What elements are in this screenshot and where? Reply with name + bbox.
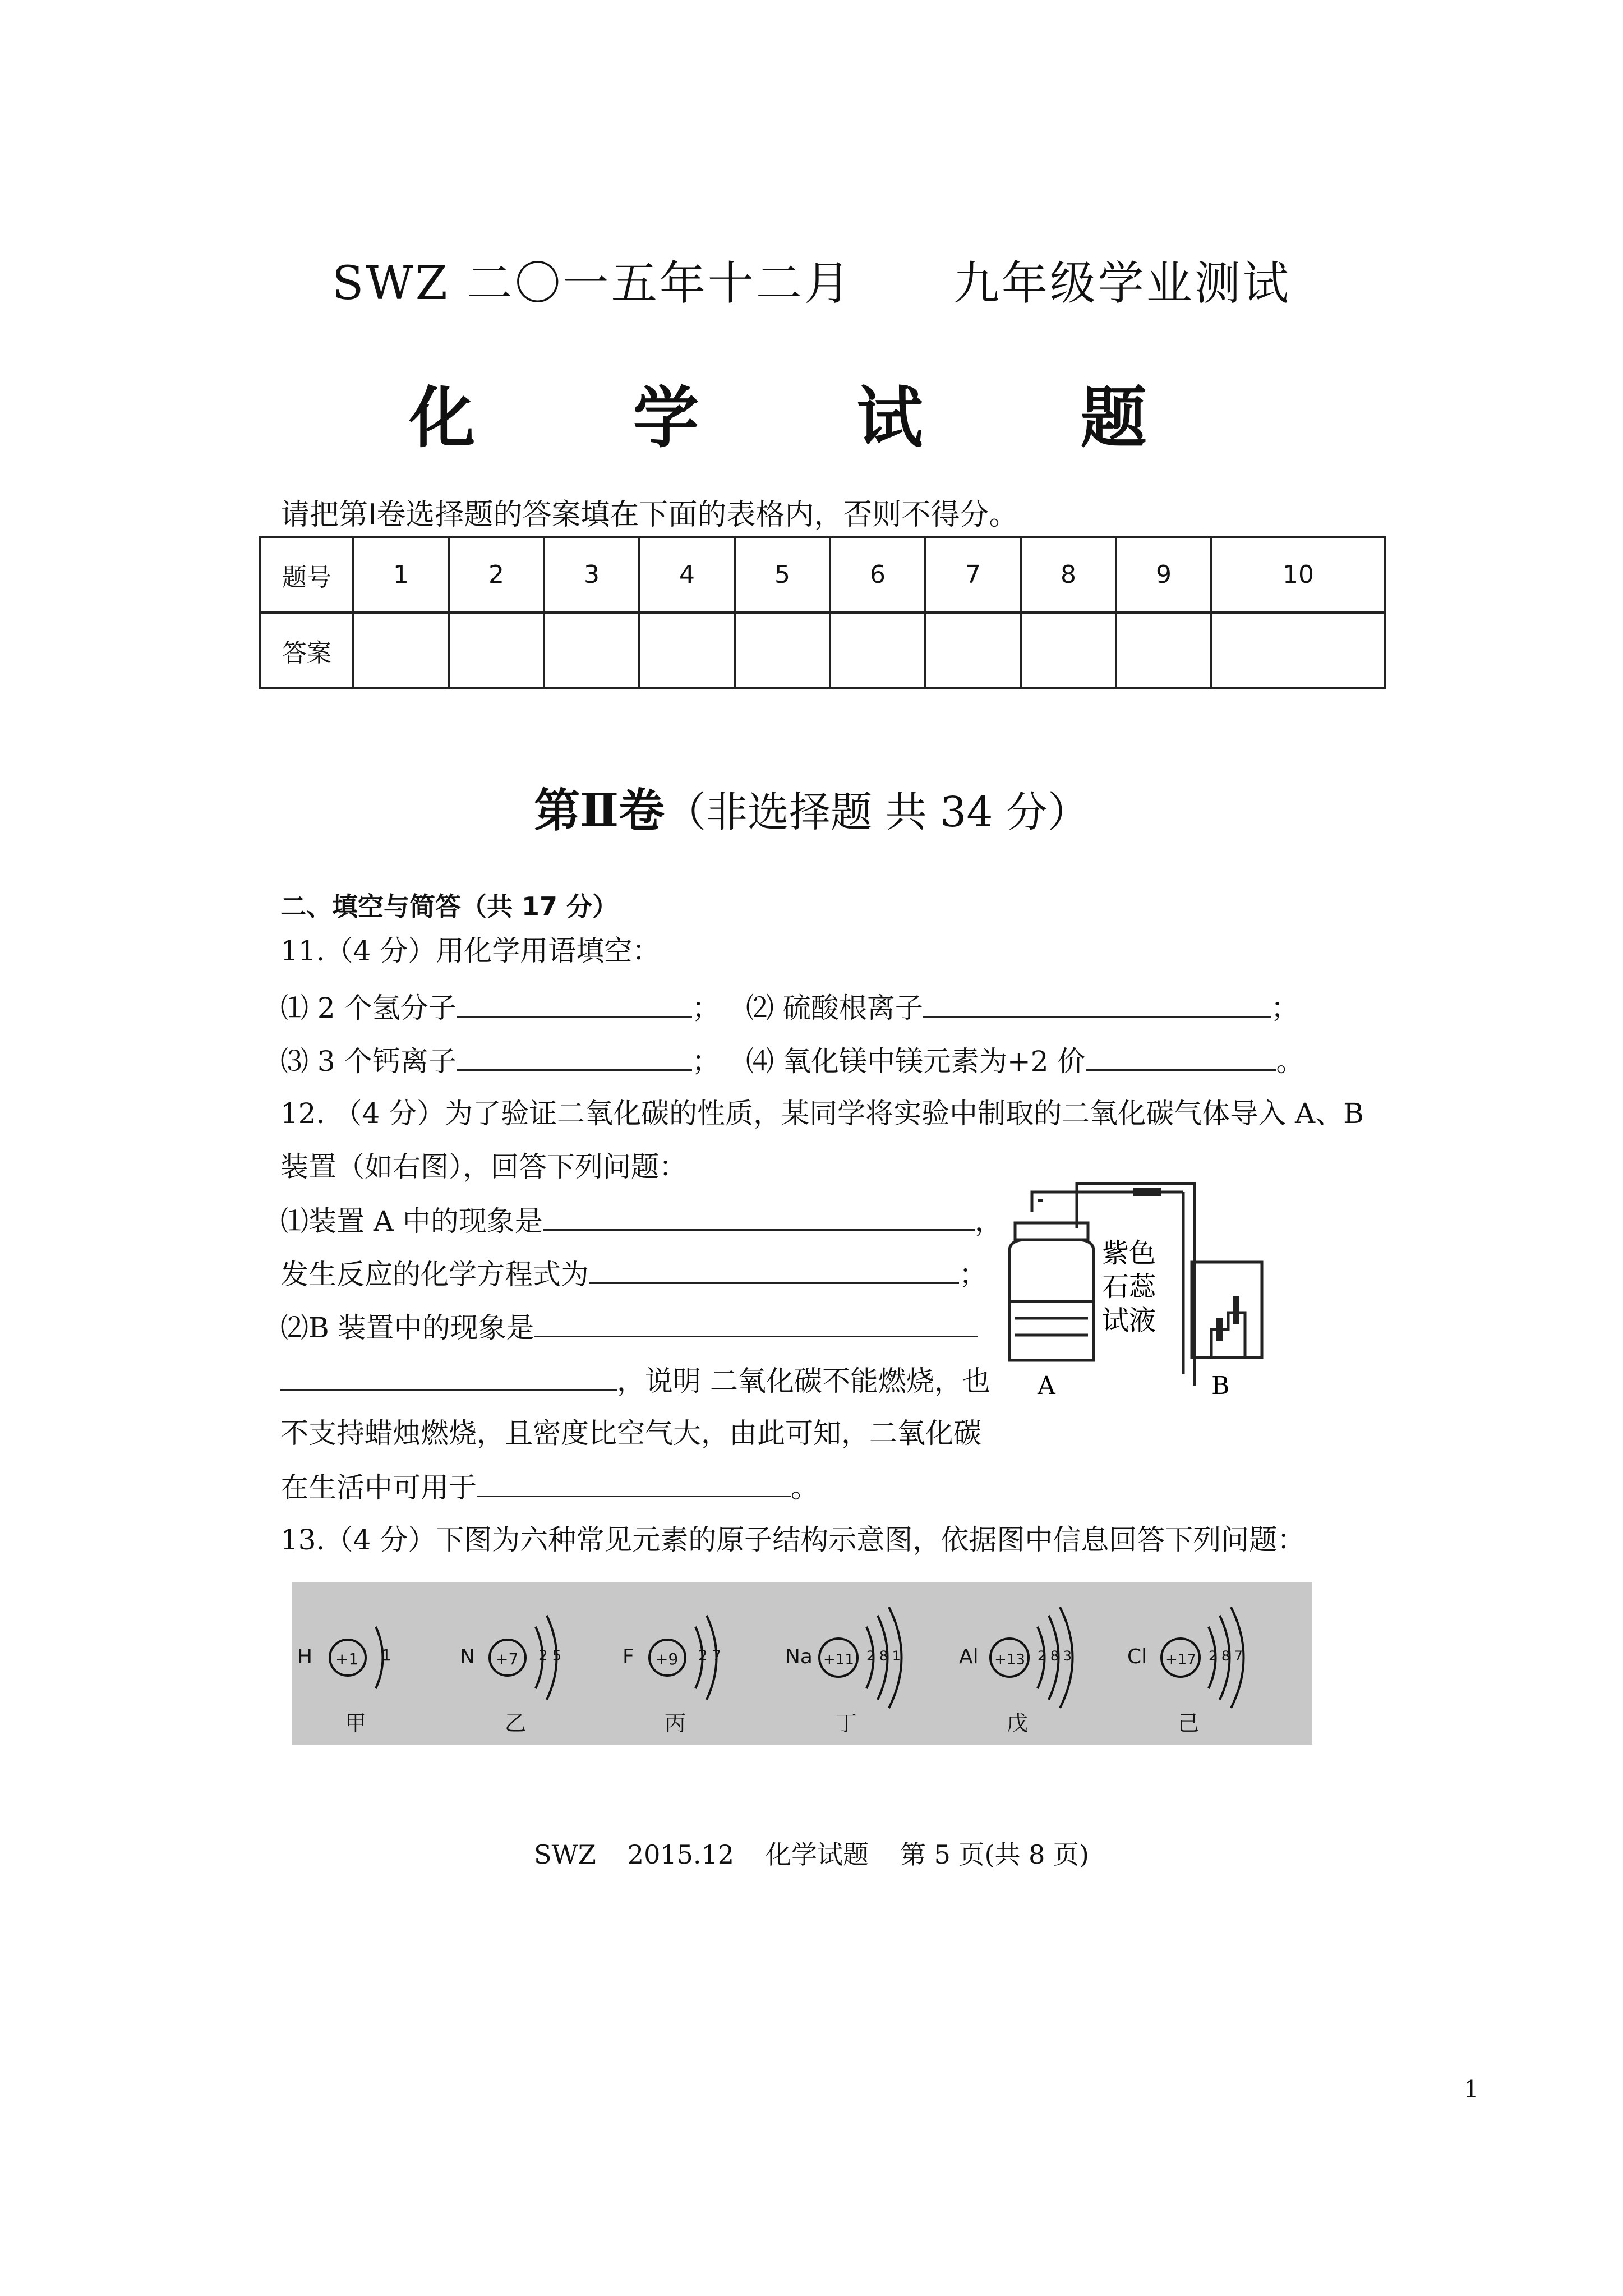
- answer-table-number-row: [260, 537, 1385, 613]
- atom-na: [785, 1607, 902, 1736]
- q12-a2: 发生反应的化学方程式为 ；: [280, 1257, 987, 1291]
- atom-label: 戊: [1007, 1711, 1029, 1736]
- q12-a1-text: ⑴装置 A 中的现象是: [280, 1205, 543, 1237]
- q12-b4-blank[interactable]: [477, 1470, 791, 1497]
- q11-stem: 11.（4 分）用化学用语填空：: [280, 935, 661, 967]
- electron-count: 2 8 3: [1038, 1648, 1072, 1664]
- nucleus-charge: +13: [994, 1651, 1025, 1668]
- q12-a2-blank[interactable]: [589, 1257, 959, 1284]
- exam-header: [0, 247, 1623, 312]
- atom-label: 乙: [505, 1711, 527, 1736]
- q12-stem-1: 12. （4 分）为了验证二氧化碳的性质，某同学将实验中制取的二氧化碳气体导入 A、B: [280, 1097, 1364, 1130]
- answer-cell[interactable]: [1116, 613, 1211, 688]
- number-cell: 6: [830, 537, 925, 613]
- answer-table: [259, 536, 1386, 689]
- answer-cell[interactable]: [639, 613, 735, 688]
- footer-date: 2015.12: [627, 1839, 735, 1870]
- q12-b4-text: 在生活中可用于: [280, 1471, 477, 1504]
- header-right: 九年级学业测试: [953, 257, 1291, 310]
- number-cell: 10: [1211, 537, 1385, 613]
- nucleus-charge: +1: [335, 1650, 359, 1668]
- number-cell: 5: [735, 537, 830, 613]
- row-label-answer: 答案: [260, 613, 353, 688]
- page-title: 化 学 试 题: [409, 379, 1214, 457]
- page-number: 1: [1464, 2076, 1479, 2103]
- atom-h: [297, 1627, 391, 1736]
- footer-subject: 化学试题: [766, 1839, 869, 1870]
- number-cell: 3: [544, 537, 639, 613]
- q12-b1: [280, 1310, 978, 1345]
- instruction: 请把第Ⅰ卷选择题的答案填在下面的表格内，否则不得分。: [280, 498, 1018, 532]
- atom-diagrams-svg: [292, 1582, 1312, 1745]
- atom-label: 丙: [665, 1711, 686, 1736]
- part-2-heading: 二、填空与简答（共 17 分）: [280, 891, 619, 922]
- footer-page: 第 5 页(共 8 页): [900, 1839, 1089, 1870]
- section-2-title: 第Ⅱ卷: [534, 784, 665, 838]
- atom-al: [959, 1607, 1073, 1736]
- number-cell: 9: [1116, 537, 1211, 613]
- label-a: A: [1038, 1372, 1055, 1400]
- atom-label: 己: [1178, 1711, 1200, 1736]
- number-cell: 7: [925, 537, 1021, 613]
- bottle-a-liquid: [1009, 1301, 1094, 1335]
- atom-n: [460, 1616, 561, 1736]
- q11-p3-blank[interactable]: [457, 1043, 692, 1071]
- page-footer: [0, 1834, 1623, 1871]
- q12-a2-text: 发生反应的化学方程式为: [280, 1258, 589, 1291]
- atom-symbol: N: [460, 1645, 475, 1668]
- q11-p3-text: ⑶ 3 个钙离子: [280, 1045, 457, 1078]
- nucleus-charge: +11: [823, 1651, 854, 1668]
- atom-label: 丁: [836, 1711, 857, 1736]
- q11-part-2: ⑵ 硫酸根离子 ；: [746, 990, 1299, 1025]
- number-cell: 1: [353, 537, 449, 613]
- atom-symbol: Na: [785, 1645, 813, 1668]
- electron-count: 2 8 1: [866, 1648, 901, 1664]
- section-2-subtitle: （非选择题 共 34 分）: [665, 788, 1089, 836]
- atom-structure-diagram: [292, 1582, 1312, 1745]
- atom-symbol: H: [297, 1645, 313, 1668]
- electron-count: 2 7: [698, 1648, 722, 1664]
- q11-p2-text: ⑵ 硫酸根离子: [746, 992, 923, 1024]
- section-2-heading: [0, 774, 1623, 840]
- q12-b2: [280, 1363, 990, 1398]
- answer-cell[interactable]: [925, 613, 1021, 688]
- candle-high: [1233, 1296, 1239, 1324]
- answer-cell[interactable]: [544, 613, 639, 688]
- solution-label-2: 石蕊: [1102, 1271, 1156, 1303]
- q11-part-4: ⑷ 氧化镁中镁元素为+2 价 。: [746, 1043, 1304, 1078]
- atom-symbol: F: [623, 1645, 634, 1668]
- beaker-b: [1192, 1262, 1262, 1358]
- q12-a1-blank[interactable]: [543, 1203, 975, 1231]
- q12-b1-text: ⑵B 装置中的现象是: [280, 1312, 534, 1344]
- answer-cell[interactable]: [353, 613, 449, 688]
- q11-p1-text: ⑴ 2 个氢分子: [280, 992, 457, 1024]
- q12-b2-text: ，说明 二氧化碳不能燃烧，也: [617, 1365, 990, 1397]
- electron-count: 2 8 7: [1209, 1648, 1243, 1664]
- atom-label: 甲: [345, 1711, 367, 1736]
- q11-p2-blank[interactable]: [923, 990, 1271, 1018]
- candle-low: [1216, 1318, 1223, 1341]
- answer-cell[interactable]: [830, 613, 925, 688]
- electron-count: 2 5: [538, 1648, 562, 1664]
- q11-p1-blank[interactable]: [457, 990, 692, 1018]
- number-cell: 8: [1021, 537, 1116, 613]
- nucleus-charge: +17: [1165, 1651, 1196, 1668]
- q11-part-1: ⑴ 2 个氢分子 ；: [280, 990, 720, 1025]
- atom-cl: [1127, 1607, 1244, 1736]
- answer-table-answer-row: [260, 613, 1385, 688]
- q12-b4: 在生活中可用于 。: [280, 1470, 819, 1504]
- label-b: B: [1211, 1372, 1230, 1400]
- q13-stem: 13.（4 分）下图为六种常见元素的原子结构示意图，依据图中信息回答下列问题：: [280, 1524, 1306, 1556]
- atom-symbol: Al: [959, 1645, 979, 1668]
- q11-p4-text: ⑷ 氧化镁中镁元素为+2 价: [746, 1045, 1086, 1078]
- electron-count: 1: [381, 1646, 391, 1664]
- answer-cell[interactable]: [1021, 613, 1116, 688]
- q12-a1: ⑴装置 A 中的现象是 ，: [280, 1203, 1003, 1238]
- q12-b1-blank[interactable]: [534, 1310, 978, 1337]
- atom-symbol: Cl: [1127, 1645, 1147, 1668]
- nucleus-charge: +9: [655, 1650, 679, 1668]
- nucleus-charge: +7: [495, 1650, 519, 1668]
- answer-cell[interactable]: [449, 613, 544, 688]
- answer-cell[interactable]: [735, 613, 830, 688]
- row-label-number: 题号: [260, 537, 353, 613]
- q11-part-3: ⑶ 3 个钙离子 ；: [280, 1043, 720, 1078]
- solution-label-3: 试液: [1102, 1305, 1156, 1336]
- footer-code: SWZ: [534, 1839, 596, 1870]
- q12-b3: 不支持蜡烛燃烧，且密度比空气大，由此可知，二氧化碳: [280, 1417, 981, 1450]
- answer-cell[interactable]: [1211, 613, 1385, 688]
- number-cell: 4: [639, 537, 735, 613]
- atom-f: [623, 1616, 721, 1736]
- rubber-tube-connector: [1133, 1188, 1161, 1196]
- number-cell: 2: [449, 537, 544, 613]
- q12-b2-blank[interactable]: [280, 1363, 617, 1391]
- header-left: SWZ 二〇一五年十二月: [332, 257, 852, 310]
- apparatus-figure: [993, 1167, 1329, 1402]
- q12-stem-2: 装置（如右图），回答下列问题：: [280, 1151, 687, 1183]
- q11-p4-blank[interactable]: [1086, 1043, 1276, 1071]
- solution-label-1: 紫色: [1102, 1237, 1156, 1269]
